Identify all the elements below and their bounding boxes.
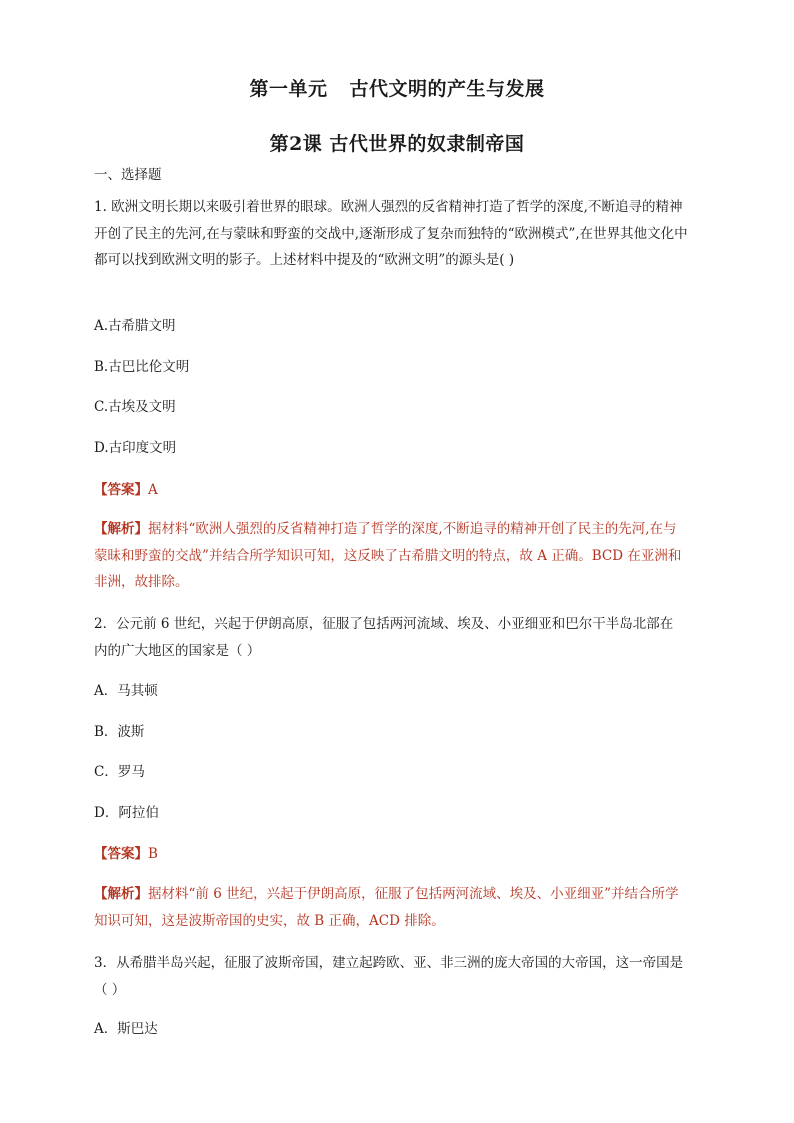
- analysis-line-2: 知识可知，这是波斯帝国的史实，故 B 正确，ACD 排除。: [94, 912, 445, 929]
- unit-number: 第一单元: [249, 78, 328, 100]
- question-3-line-1: 3．从希腊半岛兴起，征服了波斯帝国，建立起跨欧、亚、非三洲的庞大帝国的大帝国，这一帝国是: [94, 955, 684, 971]
- question-1-answer: [94, 477, 704, 503]
- analysis-line-3: 非洲，故排除。: [94, 574, 189, 590]
- question-2-line-2: 内的广大地区的国家是（ ）: [94, 642, 261, 659]
- question-2-option-d: D．阿拉伯: [94, 805, 159, 821]
- question-2-option-c: C．罗马: [94, 764, 145, 780]
- question-1-line-2: 开创了民主的先河,在与蒙昧和野蛮的交战中,逐渐形成了复杂而独特的“欧洲模式”,在世界其他文化中: [94, 225, 688, 242]
- question-3-text: [94, 950, 704, 1003]
- question-2-text: [94, 611, 704, 664]
- lesson-title: 第2课 古代世界的奴隶制帝国: [269, 133, 525, 155]
- question-1-option-d: D.古印度文明: [94, 440, 177, 456]
- analysis-line-1: 据材料“欧洲人强烈的反省精神打造了哲学的深度,不断追寻的精神开创了民主的先河,在与: [148, 521, 677, 537]
- question-1-analysis: [94, 516, 704, 596]
- question-1-line-3: 都可以找到欧洲文明的影子。上述材料中提及的“欧洲文明”的源头是( ): [94, 252, 515, 268]
- question-1-text: [94, 194, 704, 274]
- answer-tag: 【答案】: [94, 482, 148, 498]
- question-2-line-1: 2．公元前 6 世纪，兴起于伊朗高原，征服了包括两河流域、埃及、小亚细亚和巴尔干半岛北部在: [94, 616, 674, 632]
- analysis-line-2: 蒙昧和野蛮的交战”并结合所学知识可知，这反映了古希腊文明的特点，故 A 正确。BCD 在亚洲和: [94, 547, 682, 564]
- question-3-line-2: （ ）: [94, 981, 126, 998]
- unit-name: 古代文明的产生与发展: [349, 78, 545, 100]
- answer-value: A: [148, 482, 158, 498]
- question-1-option-b: B.古巴比伦文明: [94, 359, 190, 375]
- question-3-option-a: A．斯巴达: [94, 1021, 158, 1037]
- question-1-line-1: 1. 欧洲文明长期以来吸引着世界的眼球。欧洲人强烈的反省精神打造了哲学的深度,不断追寻的精神: [94, 199, 683, 215]
- question-1-option-a: A.古希腊文明: [94, 318, 176, 334]
- answer-tag: 【答案】: [94, 846, 148, 862]
- section-heading: 一、选择题: [94, 167, 162, 183]
- analysis-line-1: 据材料“前 6 世纪，兴起于伊朗高原，征服了包括两河流域、埃及、小亚细亚”并结合所学: [148, 886, 679, 902]
- analysis-tag: 【解析】: [94, 521, 148, 537]
- answer-value: B: [148, 846, 158, 862]
- question-2-analysis: [94, 881, 704, 934]
- question-2-answer: [94, 841, 704, 867]
- question-2-option-b: B．波斯: [94, 724, 145, 740]
- question-2-option-a: A．马其顿: [94, 683, 158, 699]
- unit-title: [0, 74, 794, 101]
- question-1-option-c: C.古埃及文明: [94, 399, 176, 415]
- analysis-tag: 【解析】: [94, 886, 148, 902]
